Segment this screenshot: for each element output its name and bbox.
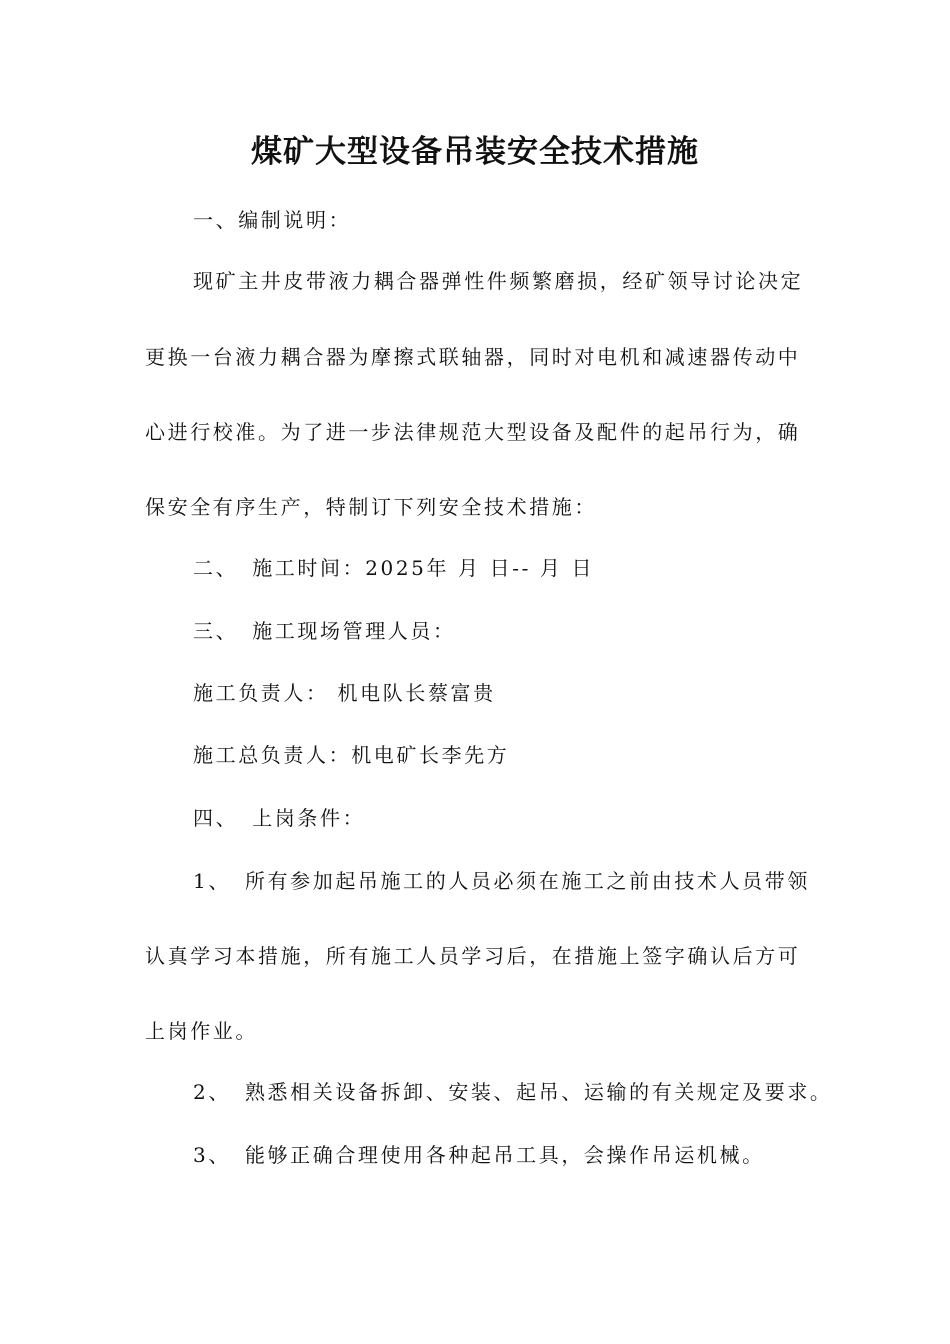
- item-2-line: [193, 1078, 833, 1106]
- section-1-heading: 一、编制说明：: [193, 208, 352, 232]
- section-3-number: 三、: [193, 619, 239, 643]
- item-3-text: 能够正确合理使用各种起吊工具，会操作吊运机械。: [244, 1143, 765, 1167]
- section-2-text: 施工时间：2025年 月 日-- 月 日: [252, 556, 595, 580]
- item-3-line: [193, 1141, 765, 1169]
- item-1-text-line-1: 所有参加起吊施工的人员必须在施工之前由技术人员带领: [244, 869, 810, 893]
- section-1-paragraph-line-3: 心进行校准。为了进一步法律规范大型设备及配件的起吊行为，确: [145, 420, 801, 444]
- item-1-line-1: [193, 867, 810, 895]
- item-1-number: 1、: [193, 869, 231, 893]
- item-1-line-2: 认真学习本措施，所有施工人员学习后，在措施上签字确认后方可: [145, 944, 801, 968]
- item-3-number: 3、: [193, 1143, 231, 1167]
- section-1-paragraph-line-2: 更换一台液力耦合器为摩擦式联轴器，同时对电机和减速器传动中: [145, 345, 801, 369]
- item-2-text: 熟悉相关设备拆卸、安装、起吊、运输的有关规定及要求。: [244, 1080, 833, 1104]
- item-2-number: 2、: [193, 1080, 231, 1104]
- section-4-line: [193, 804, 365, 832]
- section-2-line: [193, 554, 594, 582]
- section-4-text: 上岗条件：: [252, 806, 366, 830]
- section-3-text: 施工现场管理人员：: [252, 619, 456, 643]
- manager-line-2: 施工总负责人：机电矿长李先方: [193, 743, 510, 767]
- section-1-paragraph-line-4: 保安全有序生产，特制订下列安全技术措施：: [145, 495, 597, 519]
- section-2-number: 二、: [193, 556, 239, 580]
- section-3-line: [193, 617, 456, 645]
- section-1-paragraph-line-1: 现矿主井皮带液力耦合器弹性件频繁磨损，经矿领导讨论决定: [193, 269, 804, 293]
- section-4-number: 四、: [193, 806, 239, 830]
- item-1-line-3: 上岗作业。: [145, 1019, 258, 1043]
- document-title: 煤矿大型设备吊装安全技术措施: [251, 134, 699, 170]
- manager-line-1: 施工负责人： 机电队长蔡富贵: [193, 681, 496, 705]
